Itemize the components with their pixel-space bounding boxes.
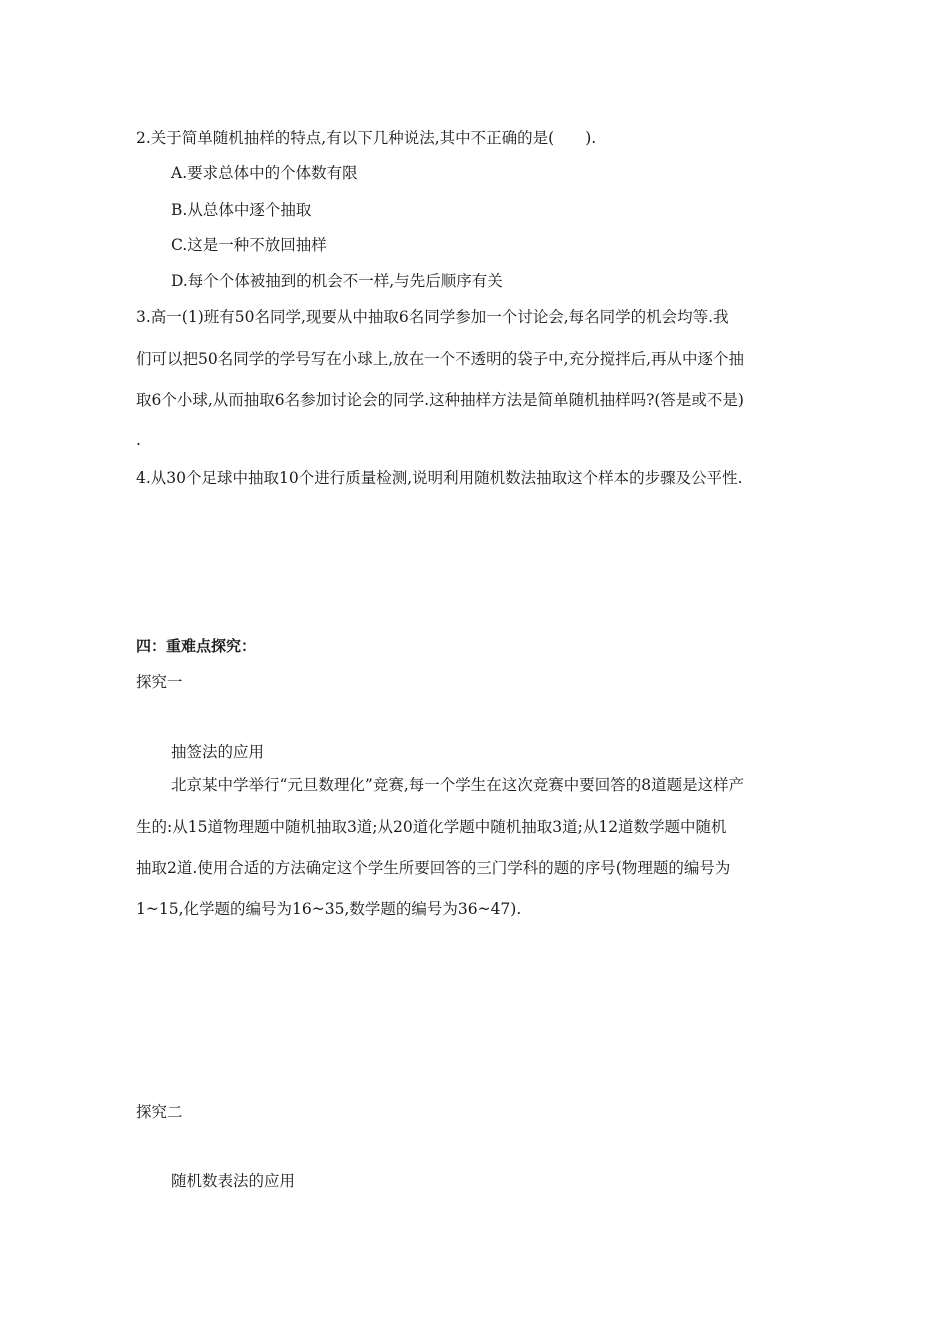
question-2-stem: 2.关于简单随机抽样的特点,有以下几种说法,其中不正确的是( ). <box>136 129 597 147</box>
question-2-option-c: C.这是一种不放回抽样 <box>171 236 327 254</box>
question-3-line-4: . <box>136 431 141 449</box>
question-3-line-2: 们可以把50名同学的学号写在小球上,放在一个不透明的袋子中,充分搅拌后,再从中逐个抽 <box>136 350 745 368</box>
explore-1-line-3: 抽取2道.使用合适的方法确定这个学生所要回答的三门学科的题的序号(物理题的编号为 <box>136 859 731 877</box>
question-3-line-3: 取6个小球,从而抽取6名参加讨论会的同学.这种抽样方法是简单随机抽样吗?(答是或不是) <box>136 391 744 409</box>
explore-1-line-4: 1~15,化学题的编号为16~35,数学题的编号为36~47). <box>136 900 522 918</box>
explore-1-title: 探究一 <box>136 673 183 691</box>
explore-1-line-1: 北京某中学举行“元旦数理化”竞赛,每一个学生在这次竞赛中要回答的8道题是这样产 <box>171 776 745 794</box>
explore-2-subtitle: 随机数表法的应用 <box>171 1172 296 1190</box>
question-2-option-b: B.从总体中逐个抽取 <box>171 201 312 219</box>
question-3-line-1: 3.高一(1)班有50名同学,现要从中抽取6名同学参加一个讨论会,每名同学的机会均等.我 <box>136 308 729 326</box>
explore-1-subtitle: 抽签法的应用 <box>171 743 265 761</box>
section-heading: 四：重难点探究： <box>136 637 257 655</box>
explore-1-line-2: 生的:从15道物理题中随机抽取3道;从20道化学题中随机抽取3道;从12道数学题中随机 <box>136 818 727 836</box>
question-2-option-d: D.每个个体被抽到的机会不一样,与先后顺序有关 <box>171 272 503 290</box>
question-4-text: 4.从30个足球中抽取10个进行质量检测,说明利用随机数法抽取这个样本的步骤及公平性. <box>136 469 743 487</box>
explore-2-title: 探究二 <box>136 1103 183 1121</box>
question-2-option-a: A.要求总体中的个体数有限 <box>171 164 358 182</box>
